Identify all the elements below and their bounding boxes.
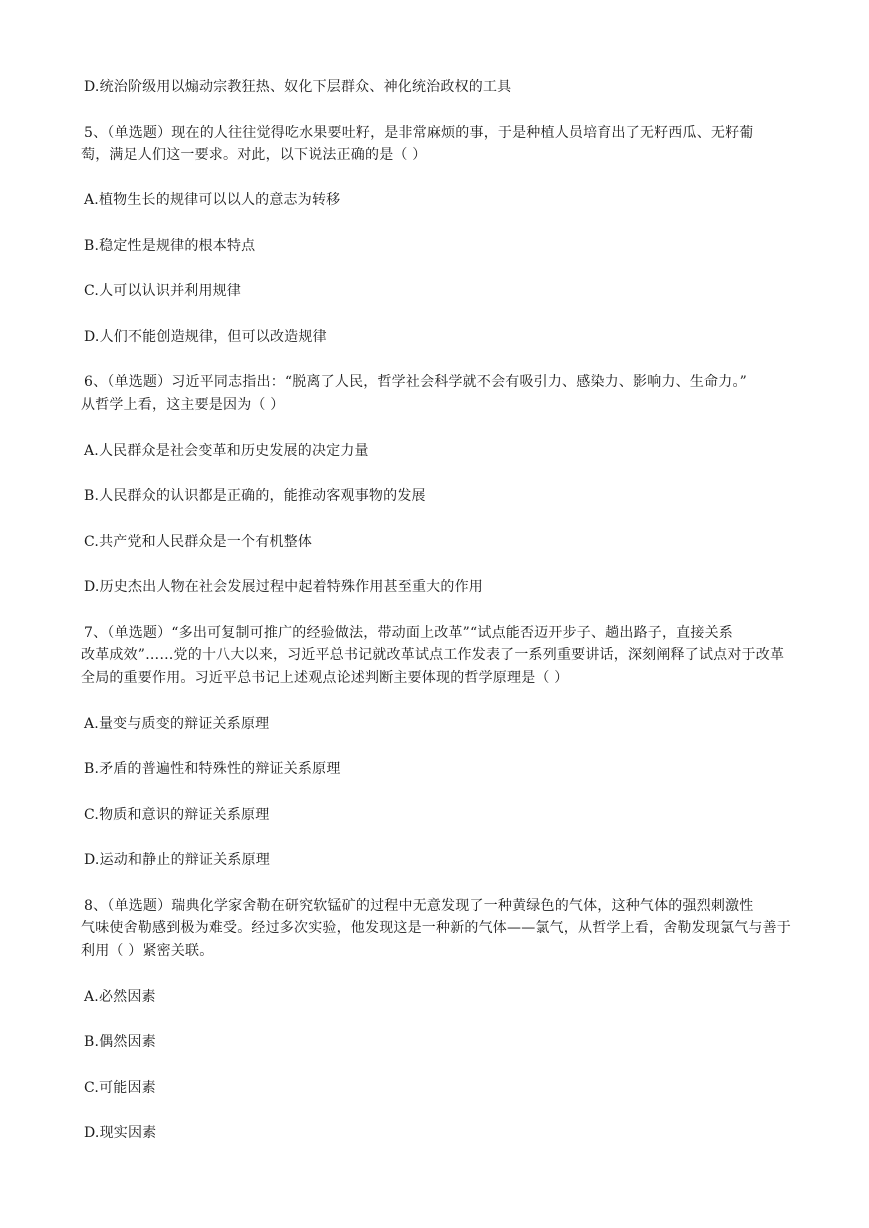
q6-stem-line-2: 从哲学上看，这主要是因为（ ） [81,397,285,413]
q6-stem-line-1: 6、（单选题）习近平同志指出：“脱离了人民，哲学社会科学就不会有吸引力、感染力、影响力、生命力。” [84,374,748,390]
q7-option-a: A.量变与质变的辩证关系原理 [84,716,270,732]
q5-stem-line-1: 5、（单选题）现在的人往往觉得吃水果要吐籽，是非常麻烦的事，于是种植人员培育出了无籽西瓜、无籽葡 [84,125,754,141]
q7-option-d: D.运动和静止的辩证关系原理 [84,852,270,868]
q6-option-d: D.历史杰出人物在社会发展过程中起着特殊作用甚至重大的作用 [84,579,483,595]
q7-stem-line-1: 7、（单选题）“多出可复制可推广的经验做法，带动面上改革”“试点能否迈开步子、趟出路子，直接关系 [84,625,733,641]
q6-option-c: C.共产党和人民群众是一个有机整体 [84,534,313,550]
q7-option-b: B.矛盾的普遍性和特殊性的辩证关系原理 [84,761,341,777]
q7-option-c: C.物质和意识的辩证关系原理 [84,807,270,823]
q8-stem-line-1: 8、（单选题）瑞典化学家舍勒在研究软锰矿的过程中无意发现了一种黄绿色的气体，这种气体的强烈刺激性 [84,898,754,914]
q7-stem-line-3: 全局的重要作用。习近平总书记上述观点论述判断主要体现的哲学原理是（ ） [81,670,569,686]
q7-stem-line-2: 改革成效”……党的十八大以来，习近平总书记就改革试点工作发表了一系列重要讲话，深刻阐释了试点对于改革 [81,647,785,663]
q5-stem-line-2: 萄，满足人们这一要求。对此，以下说法正确的是（ ） [81,147,427,163]
q8-option-d: D.现实因素 [84,1125,157,1141]
q8-stem-line-3: 利用（ ）紧密关联。 [81,943,214,959]
q6-option-a: A.人民群众是社会变革和历史发展的决定力量 [84,443,369,459]
q5-option-a: A.植物生长的规律可以以人的意志为转移 [84,192,341,208]
q8-option-c: C.可能因素 [84,1080,156,1096]
q5-option-b: B.稳定性是规律的根本特点 [84,238,256,254]
q5-option-c: C.人可以认识并利用规律 [84,283,242,299]
q8-stem-line-2: 气味使舍勒感到极为难受。经过多次实验，他发现这是一种新的气体——氯气，从哲学上看，舍勒发现氯气与善于 [81,920,791,936]
q5-option-d: D.人们不能创造规律，但可以改造规律 [84,329,327,345]
q8-option-b: B.偶然因素 [84,1034,156,1050]
q8-option-a: A.必然因素 [84,989,156,1005]
q6-option-b: B.人民群众的认识都是正确的，能推动客观事物的发展 [84,488,426,504]
q4-option-d: D.统治阶级用以煽动宗教狂热、奴化下层群众、神化统治政权的工具 [84,79,512,95]
